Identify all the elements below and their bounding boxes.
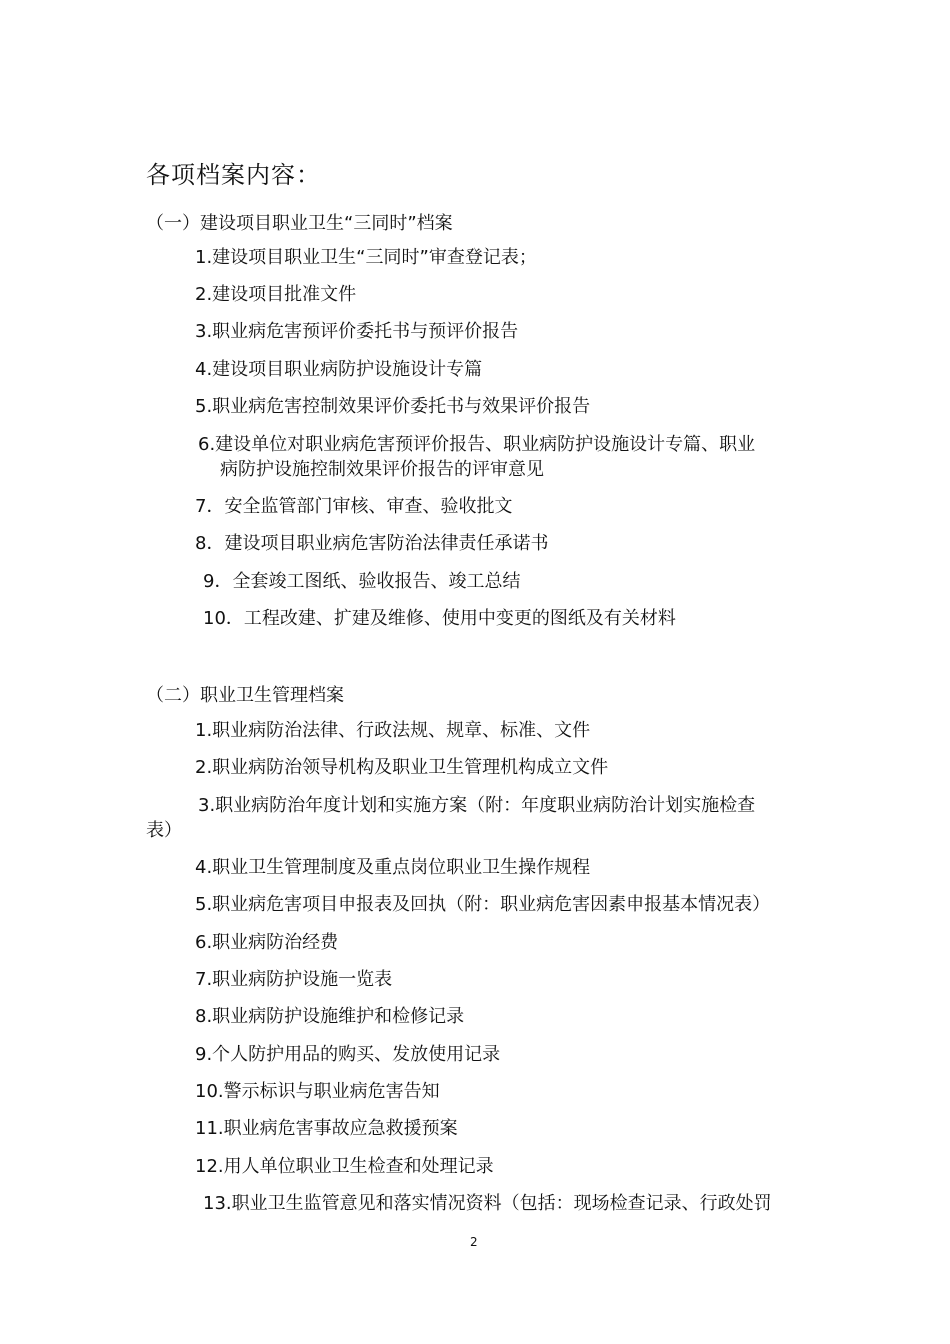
- page-number: 2: [470, 1235, 478, 1249]
- list-item: 1.职业病防治法律、行政法规、规章、标准、文件: [195, 720, 591, 741]
- list-item: 2.职业病防治领导机构及职业卫生管理机构成立文件: [195, 757, 609, 778]
- list-item: 7.职业病防护设施一览表: [195, 969, 393, 990]
- list-item-continuation: 病防护设施控制效果评价报告的评审意见: [220, 459, 544, 480]
- list-item: 1.建设项目职业卫生“三同时”审查登记表；: [195, 247, 537, 268]
- list-item: 5.职业病危害控制效果评价委托书与效果评价报告: [195, 396, 591, 417]
- list-item-continuation: 表）: [146, 820, 182, 841]
- list-item: 12.用人单位职业卫生检查和处理记录: [195, 1156, 494, 1177]
- list-item: 3.职业病危害预评价委托书与预评价报告: [195, 321, 519, 342]
- list-item: 8.职业病防护设施维护和检修记录: [195, 1006, 465, 1027]
- list-item: 7．安全监管部门审核、审查、验收批文: [195, 496, 513, 517]
- section-heading-1: （一）建设项目职业卫生“三同时”档案: [146, 213, 453, 234]
- list-item: 3.职业病防治年度计划和实施方案（附：年度职业病防治计划实施检查: [198, 795, 756, 816]
- list-item: 10.警示标识与职业病危害告知: [195, 1081, 440, 1102]
- list-item: 8．建设项目职业病危害防治法律责任承诺书: [195, 533, 549, 554]
- list-item: 9.个人防护用品的购买、发放使用记录: [195, 1044, 501, 1065]
- list-item: 4.职业卫生管理制度及重点岗位职业卫生操作规程: [195, 857, 591, 878]
- list-item: 4.建设项目职业病防护设施设计专篇: [195, 359, 483, 380]
- list-item: 6.建设单位对职业病危害预评价报告、职业病防护设施设计专篇、职业: [198, 434, 756, 455]
- list-item: 5.职业病危害项目申报表及回执（附：职业病危害因素申报基本情况表）: [195, 894, 771, 915]
- list-item: 10．工程改建、扩建及维修、使用中变更的图纸及有关材料: [203, 608, 676, 629]
- list-item: 2.建设项目批准文件: [195, 284, 357, 305]
- list-item: 6.职业病防治经费: [195, 932, 339, 953]
- page-title: 各项档案内容：: [146, 161, 321, 189]
- section-heading-2: （二）职业卫生管理档案: [146, 685, 344, 706]
- list-item: 11.职业病危害事故应急救援预案: [195, 1118, 458, 1139]
- list-item: 9．全套竣工图纸、验收报告、竣工总结: [203, 571, 521, 592]
- list-item: 13.职业卫生监管意见和落实情况资料（包括：现场检查记录、行政处罚: [203, 1193, 772, 1214]
